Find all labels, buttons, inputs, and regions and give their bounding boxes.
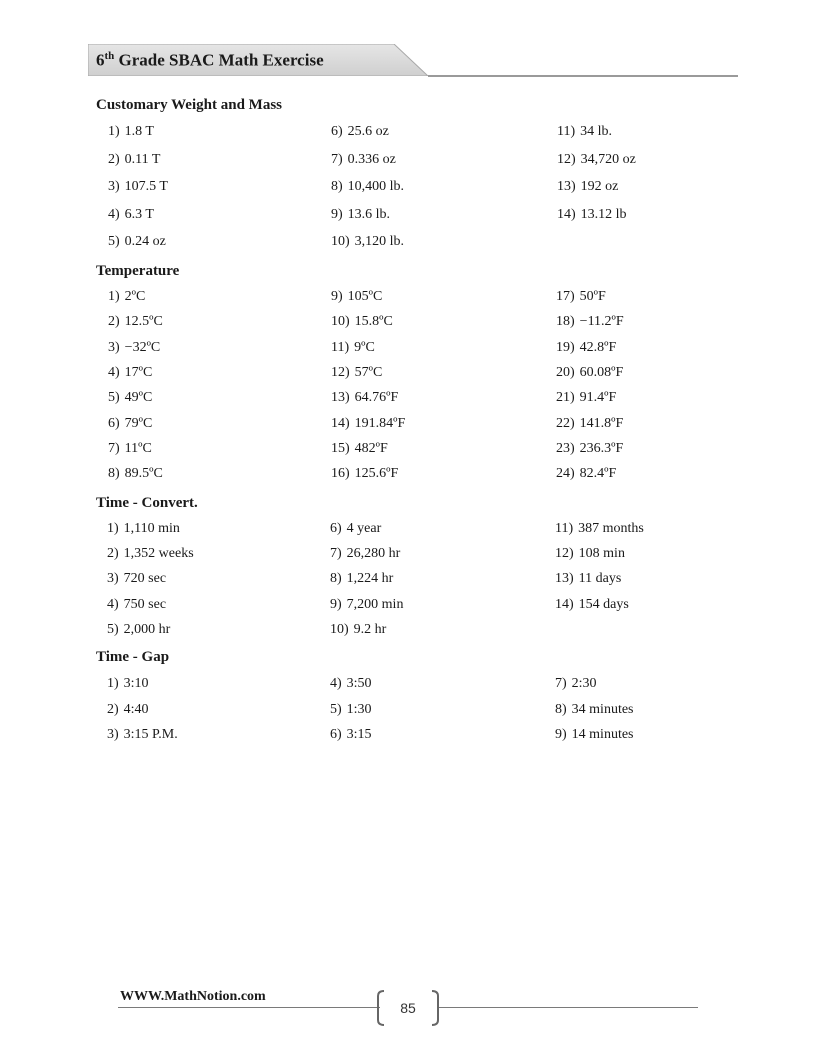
section-title: Time - Gap: [96, 649, 170, 665]
page-bracket-right: [430, 990, 440, 1026]
answer-value: 0.11 T: [124, 152, 161, 167]
answer-number: 8): [108, 466, 120, 481]
footer-rule-right: [438, 1007, 698, 1008]
answer-item: [331, 124, 389, 140]
answer-value: 125.6ºF: [354, 466, 399, 481]
page-title: 6th Grade SBAC Math Exercise: [96, 50, 324, 70]
footer-rule-left: [118, 1007, 380, 1008]
answer-item: [108, 340, 160, 356]
answer-item: [555, 546, 625, 562]
answer-number: 11): [555, 521, 574, 536]
answer-value: 0.24 oz: [124, 234, 166, 249]
answer-number: 13): [331, 390, 350, 405]
answer-number: 13): [555, 571, 574, 586]
answer-number: 6): [330, 727, 342, 742]
answer-number: 14): [331, 416, 350, 431]
answer-item: [331, 466, 398, 482]
answer-number: 2): [107, 546, 119, 561]
answer-item: [108, 466, 163, 482]
answer-item: [331, 365, 382, 381]
answer-item: [330, 521, 381, 537]
answer-item: [331, 314, 393, 330]
answer-item: [557, 207, 627, 223]
answer-number: 4): [107, 597, 119, 612]
answer-item: [331, 152, 396, 168]
answer-value: 17ºC: [124, 365, 153, 380]
answer-number: 3): [108, 340, 120, 355]
answer-item: [331, 234, 404, 250]
answer-value: 34 minutes: [571, 702, 634, 717]
answer-number: 1): [108, 289, 120, 304]
answer-value: 57ºC: [354, 365, 383, 380]
answer-number: 3): [107, 571, 119, 586]
answer-item: [107, 546, 194, 562]
answer-value: 82.4ºF: [579, 466, 617, 481]
answer-value: 750 sec: [123, 597, 167, 612]
answer-item: [330, 622, 386, 638]
answer-number: 12): [557, 152, 576, 167]
answer-value: 105ºC: [347, 289, 383, 304]
page-bracket-left: [376, 990, 386, 1026]
answer-value: 482ºF: [354, 441, 388, 456]
answer-item: [108, 390, 152, 406]
answer-value: −32ºC: [124, 340, 161, 355]
answer-item: [330, 702, 372, 718]
answer-item: [556, 289, 606, 305]
answer-item: [555, 571, 621, 587]
answer-number: 14): [555, 597, 574, 612]
answer-value: 1.8 T: [124, 124, 154, 139]
answer-number: 2): [108, 152, 120, 167]
answer-item: [107, 727, 178, 743]
answer-number: 14): [557, 207, 576, 222]
answer-value: 64.76ºF: [354, 390, 399, 405]
answer-value: 3:10: [123, 676, 149, 691]
answer-number: 6): [108, 416, 120, 431]
answer-number: 21): [556, 390, 575, 405]
answer-value: 25.6 oz: [347, 124, 389, 139]
answer-item: [555, 521, 644, 537]
answer-number: 2): [108, 314, 120, 329]
answer-item: [107, 521, 180, 537]
answer-number: 6): [330, 521, 342, 536]
answer-item: [108, 416, 152, 432]
answer-value: 14 minutes: [571, 727, 634, 742]
answer-value: 60.08ºF: [579, 365, 624, 380]
answer-item: [330, 597, 403, 613]
answer-number: 10): [330, 622, 349, 637]
answer-item: [557, 152, 636, 168]
answer-value: 15.8ºC: [354, 314, 393, 329]
answer-item: [555, 727, 634, 743]
answer-item: [556, 416, 623, 432]
section-title: Time - Convert.: [96, 495, 198, 511]
answer-number: 18): [556, 314, 575, 329]
answer-item: [331, 340, 375, 356]
answer-value: 12.5ºC: [124, 314, 163, 329]
answer-value: 50ºF: [579, 289, 606, 304]
answer-item: [331, 207, 390, 223]
answer-number: 4): [330, 676, 342, 691]
answer-value: 191.84ºF: [354, 416, 406, 431]
answer-number: 5): [108, 390, 120, 405]
answer-item: [555, 702, 634, 718]
answer-value: 720 sec: [123, 571, 167, 586]
answer-value: 107.5 T: [124, 179, 168, 194]
answer-item: [108, 124, 154, 140]
answer-value: 79ºC: [124, 416, 153, 431]
answer-number: 1): [107, 521, 119, 536]
answer-item: [108, 314, 163, 330]
answer-item: [330, 727, 372, 743]
answer-item: [108, 207, 154, 223]
answer-value: 108 min: [578, 546, 625, 561]
answer-item: [107, 702, 149, 718]
answer-value: 13.6 lb.: [347, 207, 391, 222]
answer-number: 11): [331, 340, 350, 355]
answer-item: [556, 390, 616, 406]
answer-item: [555, 676, 597, 692]
answer-value: 0.336 oz: [347, 152, 396, 167]
answer-value: 387 months: [578, 521, 644, 536]
answer-item: [331, 289, 382, 305]
answer-item: [556, 365, 623, 381]
answer-number: 13): [557, 179, 576, 194]
answer-number: 11): [557, 124, 576, 139]
answer-number: 20): [556, 365, 575, 380]
answer-value: 13.12 lb: [580, 207, 627, 222]
answer-number: 1): [107, 676, 119, 691]
answer-value: 11ºC: [124, 441, 152, 456]
answer-value: 34,720 oz: [580, 152, 636, 167]
answer-value: 1:30: [346, 702, 372, 717]
footer-website: WWW.MathNotion.com: [120, 989, 266, 1004]
answer-value: 1,224 hr: [346, 571, 394, 586]
answer-number: 7): [108, 441, 120, 456]
answer-value: 3:50: [346, 676, 372, 691]
answer-value: 2,000 hr: [123, 622, 171, 637]
answer-value: 2ºC: [124, 289, 146, 304]
answer-item: [108, 441, 152, 457]
answer-value: 11 days: [578, 571, 622, 586]
answer-item: [557, 179, 618, 195]
answer-number: 4): [108, 365, 120, 380]
answer-number: 1): [108, 124, 120, 139]
answer-number: 7): [555, 676, 567, 691]
answer-number: 22): [556, 416, 575, 431]
answer-number: 9): [330, 597, 342, 612]
answer-number: 6): [331, 124, 343, 139]
answer-value: 42.8ºF: [579, 340, 617, 355]
answer-item: [330, 571, 393, 587]
answer-value: 4 year: [346, 521, 382, 536]
answer-number: 10): [331, 314, 350, 329]
answer-item: [331, 390, 398, 406]
answer-item: [556, 314, 624, 330]
answer-number: 24): [556, 466, 575, 481]
answer-item: [556, 466, 616, 482]
answer-number: 2): [107, 702, 119, 717]
answer-item: [331, 416, 405, 432]
section-title: Temperature: [96, 263, 180, 279]
answer-number: 10): [331, 234, 350, 249]
answer-number: 7): [331, 152, 343, 167]
answer-value: −11.2ºF: [579, 314, 624, 329]
answer-number: 9): [555, 727, 567, 742]
answer-item: [108, 365, 152, 381]
answer-number: 3): [108, 179, 120, 194]
answer-value: 91.4ºF: [579, 390, 617, 405]
answer-item: [107, 571, 166, 587]
answer-number: 16): [331, 466, 350, 481]
answer-value: 49ºC: [124, 390, 153, 405]
answer-item: [556, 441, 623, 457]
answer-number: 15): [331, 441, 350, 456]
answer-item: [556, 340, 616, 356]
answer-value: 2:30: [571, 676, 597, 691]
answer-value: 9.2 hr: [353, 622, 387, 637]
answer-value: 34 lb.: [580, 124, 613, 139]
answer-number: 12): [555, 546, 574, 561]
answer-item: [330, 546, 400, 562]
answer-number: 12): [331, 365, 350, 380]
answer-number: 23): [556, 441, 575, 456]
answer-value: 3,120 lb.: [354, 234, 405, 249]
page-number: 85: [400, 1000, 416, 1016]
answer-number: 8): [555, 702, 567, 717]
answer-value: 141.8ºF: [579, 416, 624, 431]
header-rule: [428, 75, 738, 77]
answer-value: 154 days: [578, 597, 629, 612]
answer-value: 1,110 min: [123, 521, 180, 536]
section-title: Customary Weight and Mass: [96, 97, 282, 113]
answer-value: 4:40: [123, 702, 149, 717]
answer-number: 8): [331, 179, 343, 194]
answer-number: 19): [556, 340, 575, 355]
answer-number: 17): [556, 289, 575, 304]
answer-value: 9ºC: [354, 340, 375, 355]
answer-number: 5): [330, 702, 342, 717]
answer-value: 6.3 T: [124, 207, 154, 222]
answer-value: 192 oz: [580, 179, 619, 194]
answer-item: [108, 234, 166, 250]
answer-item: [107, 622, 170, 638]
answer-number: 3): [107, 727, 119, 742]
answer-number: 8): [330, 571, 342, 586]
answer-value: 236.3ºF: [579, 441, 624, 456]
answer-value: 3:15: [346, 727, 372, 742]
answer-value: 7,200 min: [346, 597, 404, 612]
answer-number: 5): [108, 234, 120, 249]
answer-value: 89.5ºC: [124, 466, 163, 481]
answer-item: [108, 289, 145, 305]
answer-number: 5): [107, 622, 119, 637]
answer-item: [107, 597, 166, 613]
answer-item: [331, 441, 388, 457]
answer-value: 3:15 P.M.: [123, 727, 178, 742]
answer-item: [330, 676, 372, 692]
answer-value: 26,280 hr: [346, 546, 401, 561]
answer-number: 7): [330, 546, 342, 561]
answer-value: 10,400 lb.: [347, 179, 405, 194]
answer-value: 1,352 weeks: [123, 546, 194, 561]
answer-number: 9): [331, 289, 343, 304]
answer-item: [107, 676, 149, 692]
answer-number: 4): [108, 207, 120, 222]
answer-item: [331, 179, 404, 195]
answer-item: [557, 124, 612, 140]
answer-item: [555, 597, 629, 613]
answer-number: 9): [331, 207, 343, 222]
answer-item: [108, 179, 168, 195]
answer-item: [108, 152, 160, 168]
